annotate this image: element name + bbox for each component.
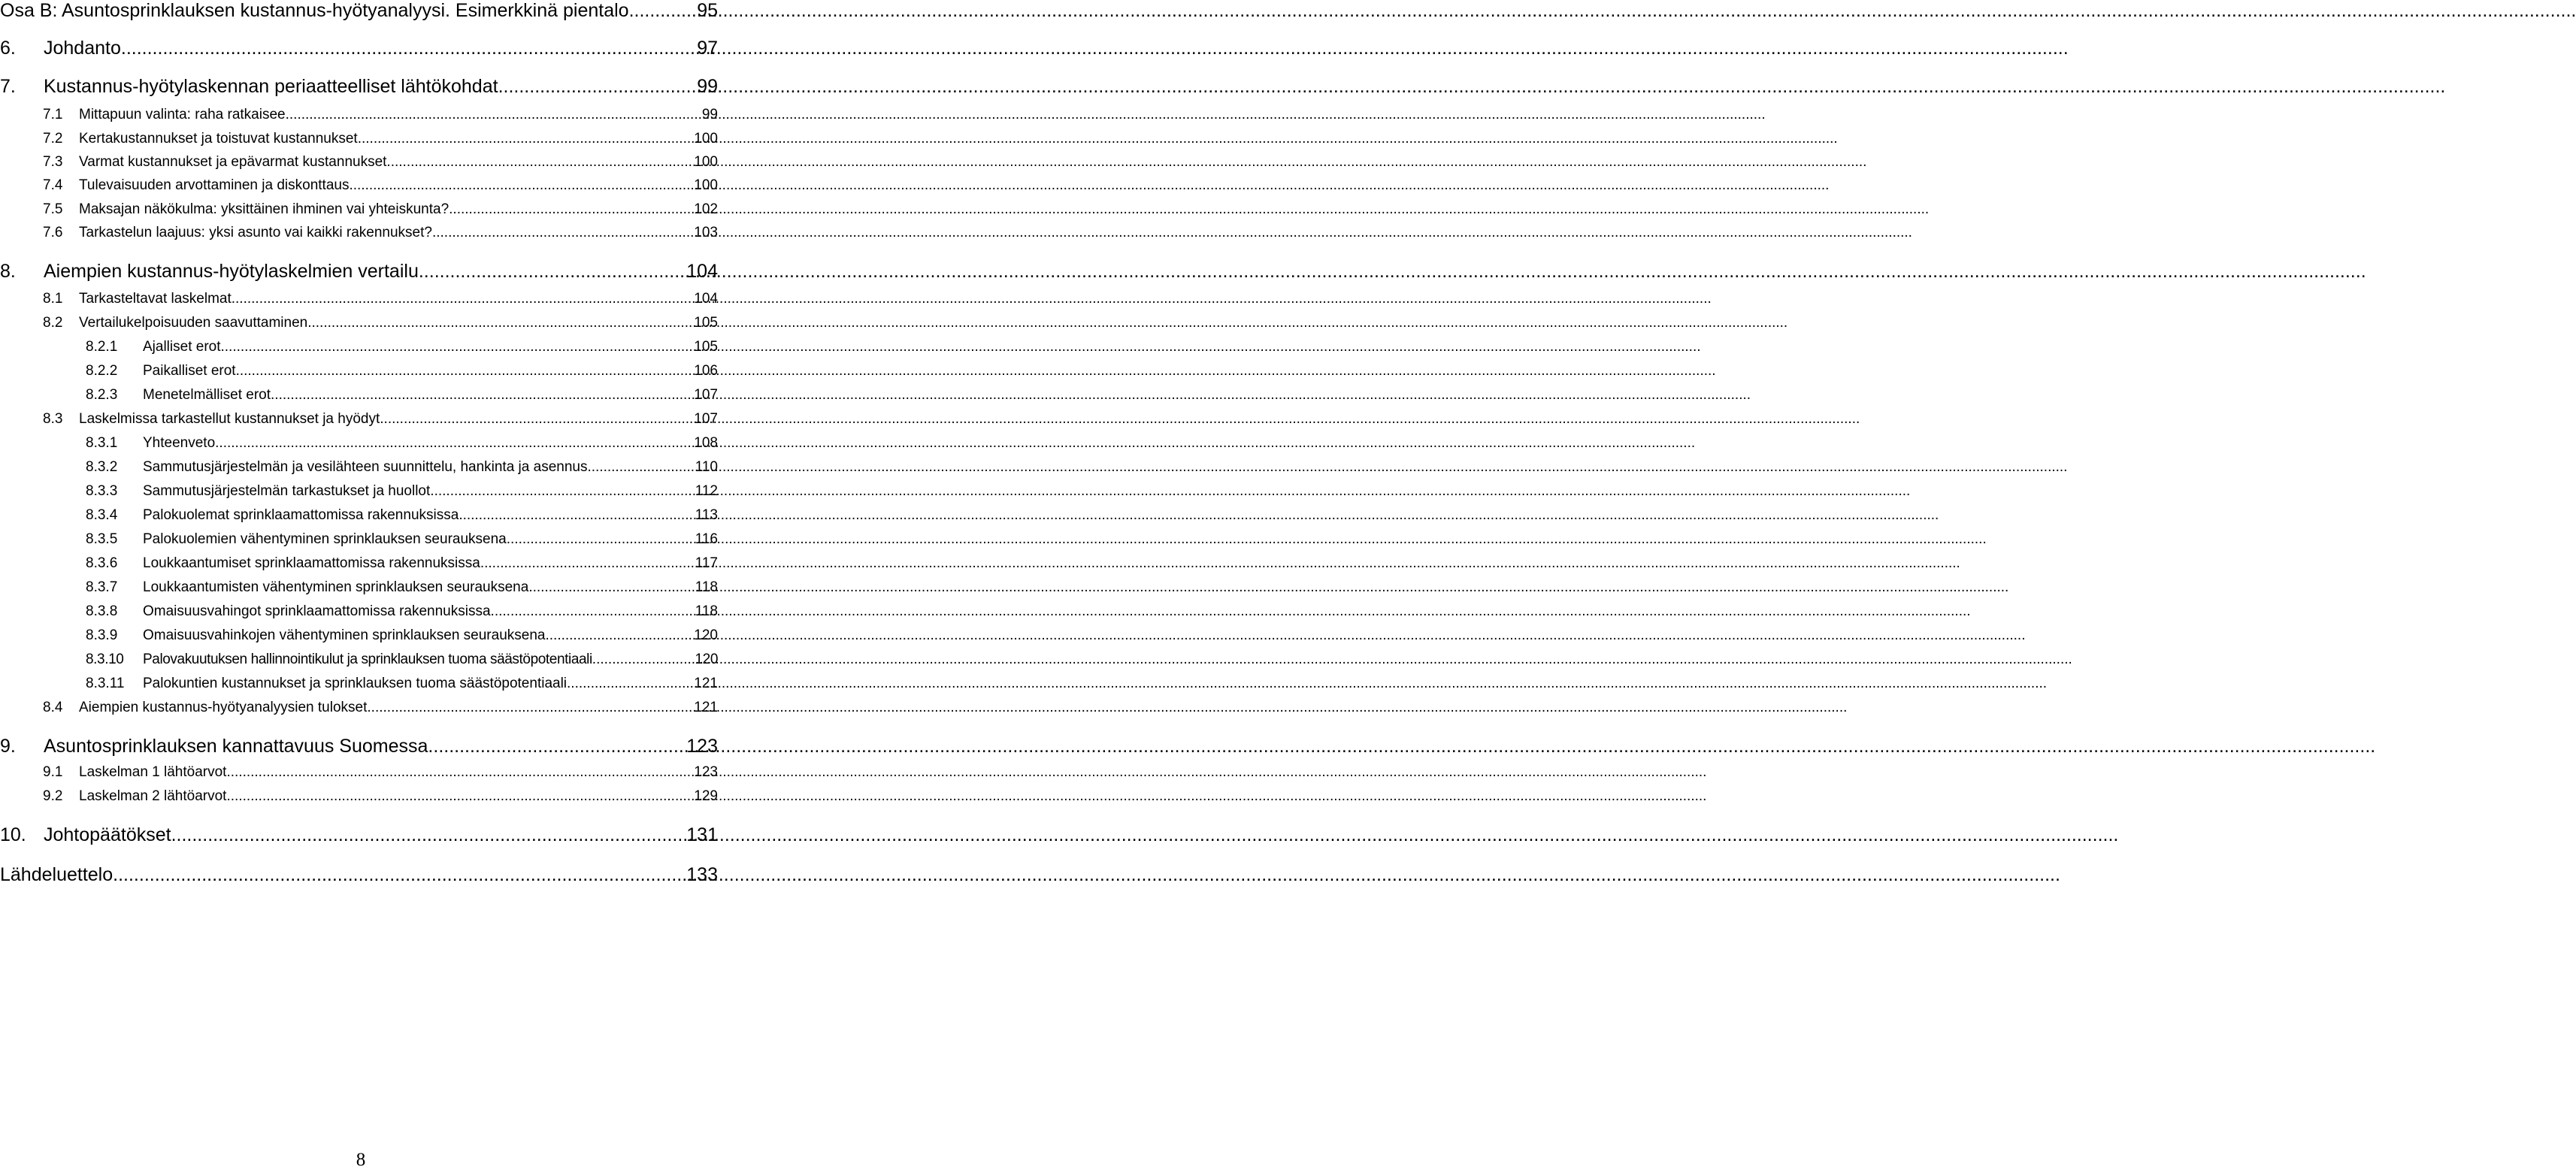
toc-page: 100 [694,154,718,170]
toc-page: 121 [694,676,718,691]
toc-entry[interactable] [0,555,718,572]
toc-leader [449,201,694,218]
toc-number: 7.3 [43,154,63,170]
toc-page: 104 [686,261,718,282]
toc-leader [459,507,695,524]
toc-entry[interactable] [0,531,718,548]
toc-title: Osa B: Asuntosprinklauksen kustannus-hyötyanalyysi. Esimerkkinä pientalo [0,0,629,21]
toc-leader [419,261,686,283]
toc-number: 7.1 [43,107,63,122]
toc-title: Omaisuusvahingot sprinklaamattomissa rakennuksissa [143,603,491,619]
toc-title: Sammutusjärjestelmän tarkastukset ja huollot [143,483,431,499]
toc-entry[interactable] [0,38,718,59]
toc-page: 131 [686,824,718,845]
toc-leader [587,459,695,476]
toc-number: 8.2.3 [86,387,118,403]
toc-page: 118 [695,603,718,619]
toc-number: 9.2 [43,788,63,804]
toc-title: Menetelmälliset erot [143,387,271,403]
toc-entry[interactable] [0,0,718,22]
toc-leader [271,387,694,404]
toc-title: Maksajan näkökulma: yksittäinen ihminen vai yhteiskunta? [79,201,450,217]
toc-title: Yhteenveto [143,435,216,451]
toc-page: 129 [694,788,718,804]
toc-leader [307,315,694,331]
toc-title: Johtopäätökset [44,824,171,845]
toc-entry[interactable] [0,387,718,404]
toc-title: Asuntosprinklauksen kannattavuus Suomessa [44,736,428,757]
toc-entry[interactable] [0,435,718,452]
toc-leader [215,435,694,452]
toc-entry[interactable] [0,76,718,98]
toc-number: 8.3 [43,411,63,427]
toc-entry[interactable] [0,154,718,171]
toc-leader [428,736,686,757]
toc-page: 108 [694,435,718,451]
toc-entry[interactable] [0,824,718,846]
toc-title: Ajalliset erot [143,339,221,355]
toc-entry[interactable] [0,177,718,194]
toc-leader [171,824,687,846]
toc-leader [432,225,694,241]
toc-page: 105 [694,315,718,331]
toc-entry[interactable] [0,261,718,283]
toc-entry[interactable] [0,131,718,147]
toc-page: 95 [697,0,718,21]
toc-page: 112 [695,483,718,499]
toc-page: 133 [686,864,718,885]
toc-number: 8.3.10 [86,651,124,667]
toc-entry[interactable] [0,676,718,692]
toc-number: 7.2 [43,131,63,147]
toc-page: 110 [695,459,718,475]
toc-page: 113 [695,507,718,523]
toc-entry[interactable] [0,363,718,379]
toc-entry[interactable] [0,788,718,805]
toc-title: Tarkastelun laajuus: yksi asunto vai kaikki rakennukset? [79,225,432,240]
toc-number: 8. [0,261,16,282]
toc-entry[interactable] [0,864,718,886]
toc-number: 8.3.5 [86,531,118,547]
toc-title: Aiempien kustannus-hyötyanalyysien tulokset [79,700,368,715]
toc-leader [491,603,695,620]
toc-leader [498,76,698,98]
toc-number: 8.3.9 [86,627,118,643]
toc-page: 99 [697,76,718,97]
toc-entry[interactable] [0,459,718,476]
toc-title: Loukkaantumisten vähentyminen sprinklauksen seurauksena [143,579,529,595]
toc-number: 8.3.4 [86,507,118,523]
toc-title: Palokuntien kustannukset ja sprinklauksen tuoma säästöpotentiaali [143,676,568,691]
toc-title: Tulevaisuuden arvottaminen ja diskonttaus [79,177,350,193]
toc-number: 7.6 [43,225,63,240]
toc-title: Laskelman 2 lähtöarvot [79,788,227,804]
toc-title: Kustannus-hyötylaskennan periaatteelliset lähtökohdat [44,76,498,97]
toc-leader [592,651,695,668]
toc-number: 8.3.1 [86,435,118,451]
toc-number: 8.3.6 [86,555,118,571]
toc-leader [480,555,695,572]
toc-number: 8.3.8 [86,603,118,619]
toc-title: Aiempien kustannus-hyötylaskelmien vertailu [44,261,419,282]
toc-leader [232,291,695,307]
toc-leader [349,177,694,194]
toc-page: 104 [694,291,718,307]
toc-number: 6. [0,38,16,59]
toc-leader [221,339,695,355]
toc-leader [113,864,686,886]
toc-number: 8.3.3 [86,483,118,499]
toc-entry[interactable] [0,483,718,500]
toc-leader [386,154,694,171]
toc-title: Lähdeluettelo [0,864,114,885]
toc-page: 107 [694,411,718,427]
toc-page: 123 [694,764,718,780]
toc-entry[interactable] [0,700,718,716]
toc-leader [358,131,695,147]
toc-page: 116 [695,531,718,547]
toc-leader [528,579,695,596]
toc-leader [380,411,694,428]
toc-page: 121 [694,700,718,715]
toc-number: 10. [0,824,26,845]
toc-title: Palokuolemat sprinklaamattomissa rakennuksissa [143,507,459,523]
toc-entry[interactable] [0,736,718,757]
toc-number: 8.3.7 [86,579,118,595]
toc-title: Loukkaantumiset sprinklaamattomissa rakennuksissa [143,555,480,571]
toc-entry[interactable] [0,107,718,123]
toc-number: 8.3.11 [86,676,125,691]
toc-leader [236,363,695,379]
toc-page: 118 [695,579,718,595]
toc-entry[interactable] [0,603,718,620]
toc-leader [226,788,694,805]
toc-number: 7.4 [43,177,63,193]
toc-number: 9. [0,736,16,757]
toc-page: 100 [694,177,718,193]
toc-number: 7. [0,76,16,97]
toc-leader [226,764,694,781]
toc-entry[interactable] [0,507,718,524]
toc-title: Paikalliset erot [143,363,236,379]
toc-entry[interactable] [0,579,718,596]
toc-entry[interactable] [0,651,718,668]
toc-page: 97 [697,38,718,59]
toc-title: Johdanto [44,38,121,59]
toc-entry[interactable] [0,339,718,355]
toc-leader [367,700,694,716]
toc-leader [121,38,697,59]
toc-entry[interactable] [0,291,718,307]
toc-page: 107 [694,387,718,403]
toc-page: 106 [694,363,718,379]
toc-page: 99 [701,107,718,122]
toc-title: Vertailukelpoisuuden saavuttaminen [79,315,308,331]
page-number: 8 [356,1150,366,1170]
toc-number: 9.1 [43,764,63,780]
toc-page: 102 [694,201,718,217]
toc-entry[interactable] [0,627,718,644]
toc-page: 120 [695,651,718,667]
toc-number: 8.2.1 [86,339,118,355]
toc-entry[interactable] [0,225,718,241]
toc-title: Sammutusjärjestelmän ja vesilähteen suunnittelu, hankinta ja asennus [143,459,588,475]
toc-title: Palokuolemien vähentyminen sprinklauksen seurauksena [143,531,507,547]
toc-leader [567,676,694,692]
toc-page: 103 [694,225,718,240]
toc-title: Kertakustannukset ja toistuvat kustannukset [79,131,358,147]
toc-number: 7.5 [43,201,63,217]
toc-page: 100 [694,131,718,147]
toc-page: 117 [695,555,718,571]
toc-number: 8.2 [43,315,63,331]
toc-page: 120 [694,627,718,643]
toc-number: 8.3.2 [86,459,118,475]
toc-page: 123 [686,736,718,757]
toc-leader [545,627,694,644]
toc-title: Omaisuusvahinkojen vähentyminen sprinklauksen seurauksena [143,627,546,643]
toc-title: Laskelman 1 lähtöarvot [79,764,227,780]
toc-entry[interactable] [0,315,718,331]
toc-number: 8.2.2 [86,363,118,379]
toc-leader [286,107,702,123]
toc-title: Mittapuun valinta: raha ratkaisee [79,107,286,122]
toc-entry[interactable] [0,764,718,781]
toc-title: Tarkasteltavat laskelmat [79,291,232,307]
toc-title: Varmat kustannukset ja epävarmat kustannukset [79,154,387,170]
toc-leader [629,0,698,22]
toc-entry[interactable] [0,411,718,428]
toc-leader [507,531,695,548]
toc-title: Laskelmissa tarkastellut kustannukset ja hyödyt [79,411,380,427]
toc-number: 8.1 [43,291,63,307]
toc-title: Palovakuutuksen hallinnointikulut ja sprinklauksen tuoma säästöpotentiaali [143,651,592,667]
toc-page: 105 [694,339,718,355]
toc-number: 8.4 [43,700,63,715]
toc-leader [430,483,695,500]
toc-entry[interactable] [0,201,718,218]
